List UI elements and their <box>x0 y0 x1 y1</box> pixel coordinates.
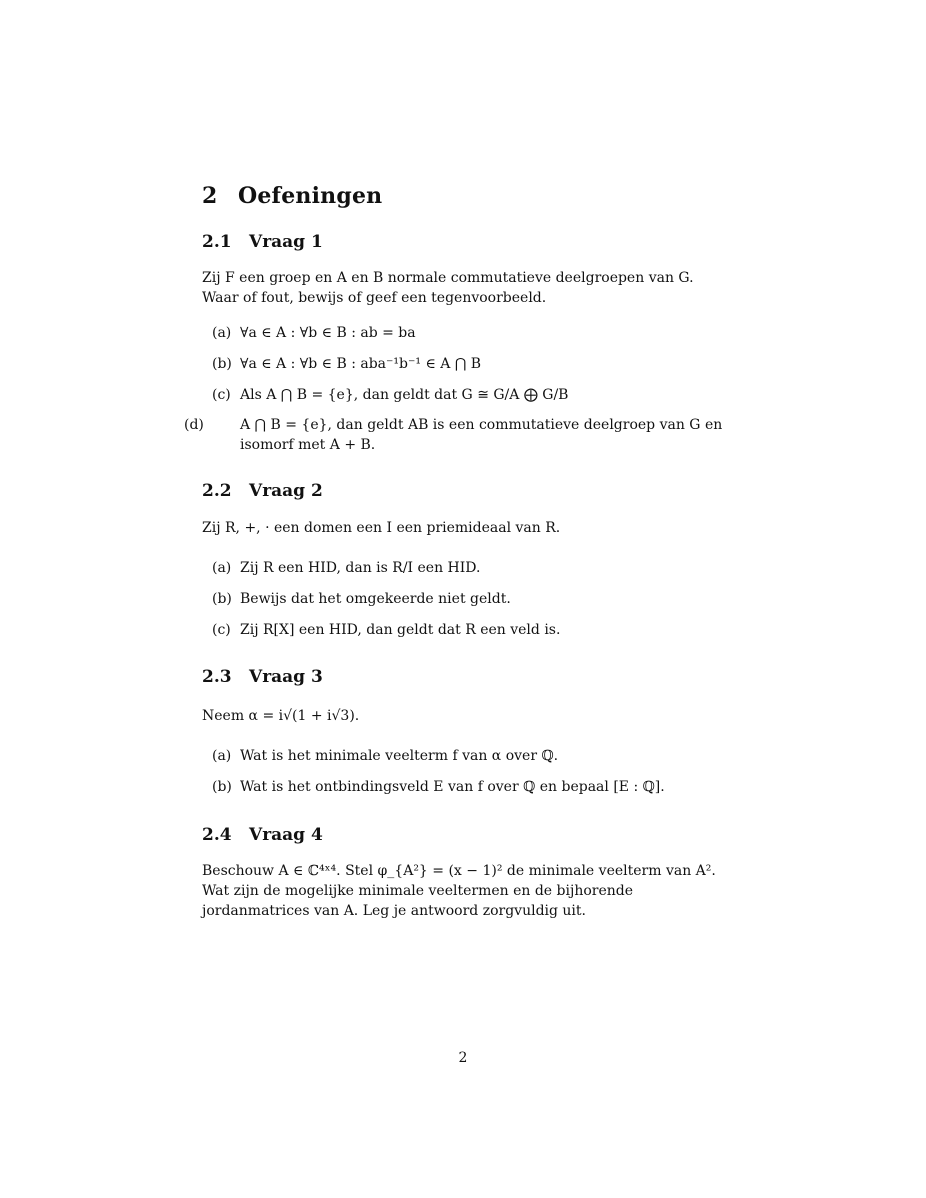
question-1-intro: Zij F een groep en A en B normale commutatieve deelgroepen van G. Waar of fout, bewijs of geef een tegenvoorbeeld. <box>202 270 694 306</box>
question-number: 2.4 <box>202 825 232 845</box>
list-item <box>212 354 724 374</box>
question-1-heading <box>202 232 323 252</box>
item-text: ∀a ∈ A : ∀b ∈ B : ab = ba <box>240 325 416 341</box>
list-item <box>212 746 724 766</box>
section-heading <box>202 183 382 209</box>
item-text: Bewijs dat het omgekeerde niet geldt. <box>240 591 511 607</box>
item-label: (a) <box>212 748 232 764</box>
question-4-heading <box>202 825 323 845</box>
list-item <box>212 620 724 640</box>
question-2-heading <box>202 481 323 501</box>
item-text: Als A ⋂ B = {e}, dan geldt dat G ≅ G/A ⨁ G/B <box>240 387 569 403</box>
page-number: 2 <box>458 1050 468 1066</box>
item-label: (a) <box>212 560 232 576</box>
section-number: 2 <box>202 183 218 209</box>
question-3-intro: Neem α = i√(1 + i√3). <box>202 708 360 724</box>
question-title: Vraag 4 <box>249 825 323 845</box>
item-label: (b) <box>212 591 232 607</box>
section-title: Oefeningen <box>238 183 383 209</box>
list-item <box>184 415 724 455</box>
question-number: 2.1 <box>202 232 232 252</box>
list-item <box>212 777 724 797</box>
item-text: Zij R een HID, dan is R/I een HID. <box>240 560 481 576</box>
question-number: 2.2 <box>202 481 232 501</box>
item-text: Zij R[X] een HID, dan geldt dat R een veld is. <box>240 622 561 638</box>
question-title: Vraag 3 <box>249 667 323 687</box>
item-label: (b) <box>212 356 232 372</box>
item-label: (d) <box>184 417 204 433</box>
question-2-intro: Zij R, +, · een domen een I een priemideaal van R. <box>202 520 561 536</box>
item-label: (c) <box>212 622 231 638</box>
question-title: Vraag 1 <box>249 232 323 252</box>
item-text: Wat is het ontbindingsveld E van f over ℚ en bepaal [E : ℚ]. <box>240 779 665 795</box>
question-number: 2.3 <box>202 667 232 687</box>
list-item <box>212 323 724 343</box>
list-item <box>212 589 724 609</box>
item-label: (a) <box>212 325 232 341</box>
question-3-heading <box>202 667 323 687</box>
question-title: Vraag 2 <box>249 481 323 501</box>
item-label: (c) <box>212 387 231 403</box>
list-item <box>212 385 724 405</box>
item-text: A ⋂ B = {e}, dan geldt AB is een commutatieve deelgroep van G en isomorf met A + B. <box>240 417 723 453</box>
list-item <box>212 558 724 578</box>
item-text: ∀a ∈ A : ∀b ∈ B : aba⁻¹b⁻¹ ∈ A ⋂ B <box>240 356 482 372</box>
item-text: Wat is het minimale veelterm f van α over ℚ. <box>240 748 559 764</box>
item-label: (b) <box>212 779 232 795</box>
question-4-intro: Beschouw A ∈ ℂ⁴ˣ⁴. Stel φ_{A²} = (x − 1)² de minimale veelterm van A². Wat zijn de mogelijke minimale veeltermen en de bijhorende jordanmatrices van A. Leg je antwoord zorgvuldig uit. <box>202 863 716 919</box>
